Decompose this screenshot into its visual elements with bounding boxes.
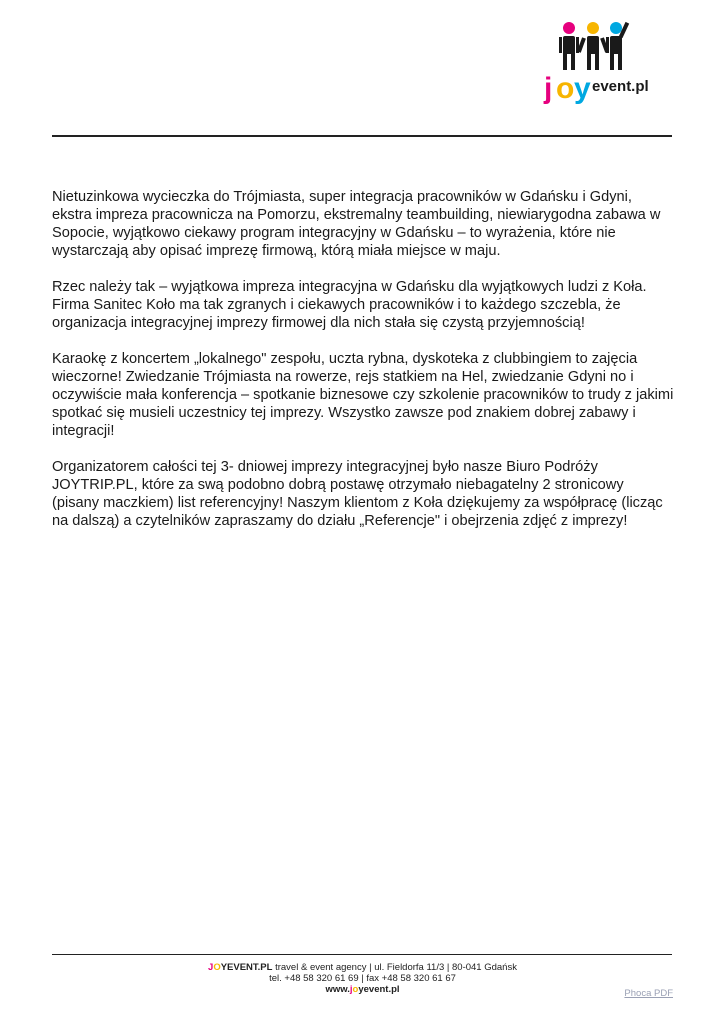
logo-letter-y: y xyxy=(574,72,591,105)
footer-www-j: j xyxy=(349,984,353,995)
footer-contact: tel. +48 58 320 61 69 | fax +48 58 320 61 67 xyxy=(269,973,456,984)
footer xyxy=(0,962,725,995)
figure-head-yellow xyxy=(587,22,599,34)
footer-divider xyxy=(52,954,672,955)
figure-head-cyan xyxy=(610,22,622,34)
header-divider xyxy=(52,135,672,137)
footer-brand-j: J xyxy=(208,962,214,973)
logo-wordmark-rest: event.pl xyxy=(592,78,649,95)
footer-line-1 xyxy=(0,962,725,973)
logo-letter-j: j xyxy=(544,72,553,105)
footer-brand-rest: YEVENT.PL xyxy=(220,962,273,973)
paragraph-4: Organizatorem całości tej 3- dniowej imprezy integracyjnej było nasze Biuro Podróży JOYTRIP.PL, które za swą podobno dobrą postawę otrzymało niebagatelny 2 stronicowy (pisany maczkiem) list referencyjny! Naszym klientom z Koła dziękujemy za współpracę (licząc na dalszą) a czytelników zapraszamy do działu „Referencje" i obejrzenia zdjęć z imprezy! xyxy=(52,459,663,529)
footer-website-link[interactable] xyxy=(0,984,725,995)
phoca-pdf-link[interactable]: Phoca PDF xyxy=(624,988,673,999)
footer-brand-o: O xyxy=(213,962,221,973)
article-body xyxy=(52,188,674,548)
footer-www-o: o xyxy=(352,984,359,995)
paragraph-1: Nietuzinkowa wycieczka do Trójmiasta, super integracja pracowników w Gdańsku i Gdyni, ekstra impreza pracownicza na Pomorzu, ekstremalny teambuilding, niewiarygodna zabawa w Sopocie, wyjątkowo ciekawy program integracyjny w Gdańsku – to wyrażenia, które nie wystarczają aby opisać imprezę firmową, którą miała miejsce w maju. xyxy=(52,189,661,259)
figure-head-pink xyxy=(563,22,575,34)
joyevent-logo xyxy=(536,18,654,108)
logo-letter-o: o xyxy=(556,72,575,105)
footer-address: travel & event agency | ul. Fieldorfa 11/3 | 80-041 Gdańsk xyxy=(272,962,517,973)
footer-www-prefix: www. xyxy=(325,984,350,995)
paragraph-2: Rzec należy tak – wyjątkowa impreza integracyjna w Gdańsku dla wyjątkowych ludzi z Koła. Firma Sanitec Koło ma tak zgranych i ciekawych pracowników i to każdego szczebla, że organizacja integracyjnej imprezy firmowej dla nich stała się czystą przyjemnością! xyxy=(52,279,647,331)
paragraph-3: Karaokę z koncertem „lokalnego" zespołu, uczta rybna, dyskoteka z clubbingiem to zajęcia wieczorne! Zwiedzanie Trójmiasta na rowerze, rejs statkiem na Hel, zwiedzanie Gdyni no i oczywiście mała konferencja – spotkanie biznesowe czy szkolenie pracowników to trudy z jakimi spotkać się musieli uczestnicy tej imprezy. Wszystko zawsze pod znakiem dobrej zabawy i integracji! xyxy=(52,351,674,439)
footer-www-rest: yevent.pl xyxy=(358,984,400,995)
